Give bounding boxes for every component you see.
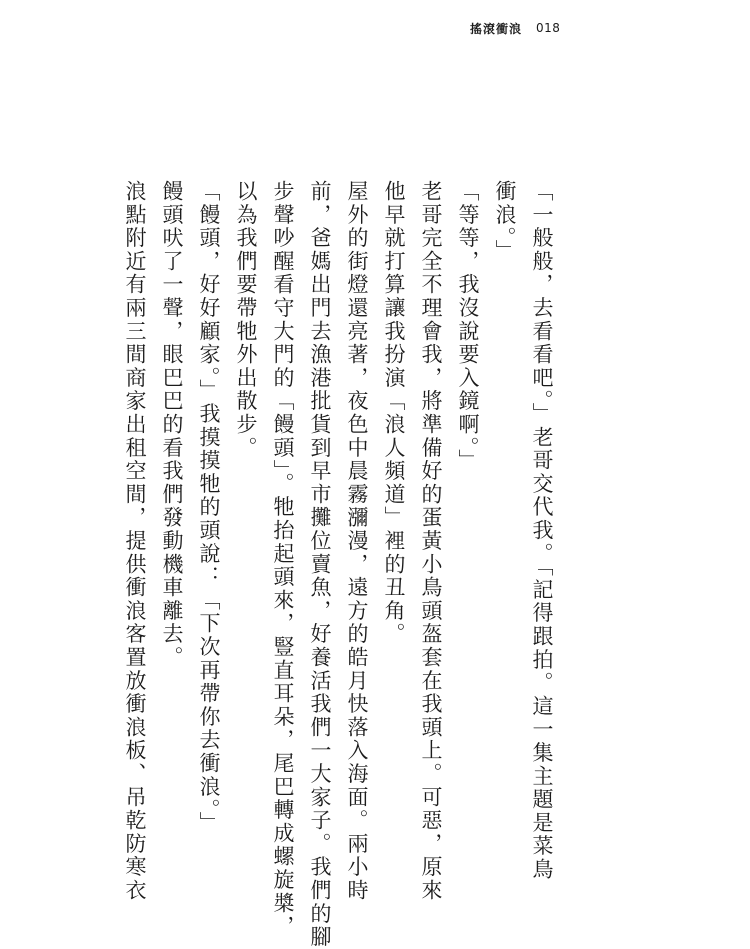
body-text: [116, 180, 560, 949]
text-line: 「一般般，去看看吧。」老哥交代我。「記得跟拍。這一集主題是菜鳥: [530, 180, 554, 882]
text-line: 老哥完全不理會我，將準備好的蛋黃小鳥頭盔套在我頭上。可惡，原來: [419, 180, 443, 903]
text-line: 步聲吵醒看守大門的「饅頭」。牠抬起頭來，豎直耳朵，尾巴轉成螺旋槳，: [271, 180, 295, 939]
text-line: 他早就打算讓我扮演「浪人頻道」裡的丑角。: [382, 180, 406, 646]
text-line: 衝浪。」: [493, 180, 517, 263]
running-header: [470, 18, 600, 38]
book-title: 搖滾衝浪: [470, 21, 523, 36]
text-line: 以為我們要帶牠外出散步。: [234, 180, 258, 460]
text-line: 「饅頭，好好顧家。」我摸摸牠的頭說：「下次再帶你去衝浪。」: [197, 180, 221, 835]
text-line: 前，爸媽出門去漁港批貨到早市攤位賣魚，好養活我們一大家子。我們的腳: [308, 180, 332, 949]
text-line: 「等等，我沒說要入鏡啊。」: [456, 180, 480, 473]
text-line: 饅頭吠了一聲，眼巴巴的看我們發動機車離去。: [160, 180, 184, 670]
page-number: 018: [536, 21, 561, 35]
text-line: 屋外的街燈還亮著，夜色中晨霧瀰漫，遠方的皓月快落入海面。兩小時: [345, 180, 369, 903]
text-line: 浪點附近有兩三間商家出租空間，提供衝浪客置放衝浪板、吊乾防寒衣: [123, 180, 147, 903]
